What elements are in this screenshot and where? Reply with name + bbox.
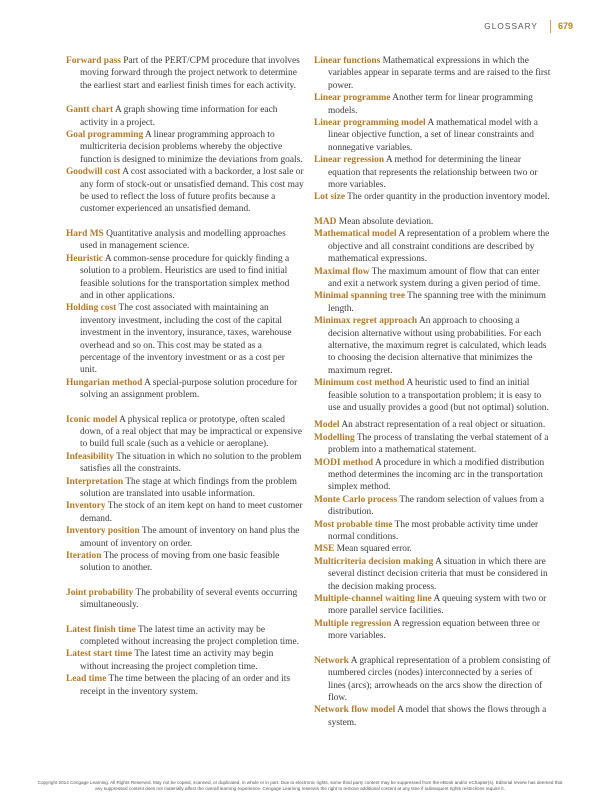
glossary-definition: A method for determining the linear equation that represents the relationship between two or more variables. xyxy=(328,155,538,191)
glossary-term: Lot size xyxy=(314,192,345,203)
glossary-term: Minimax regret approach xyxy=(314,316,418,327)
glossary-term: MAD xyxy=(314,216,337,227)
glossary-entry xyxy=(314,556,552,593)
glossary-term: Interpretation xyxy=(66,476,124,487)
glossary-entry xyxy=(314,457,552,494)
glossary-definition: A representation of a problem where the objective and all constraint conditions are described by mathematical expressions. xyxy=(328,229,550,265)
left-column xyxy=(66,55,304,698)
glossary-entry xyxy=(66,624,304,649)
glossary-entry xyxy=(66,525,304,550)
glossary-term: Linear programme xyxy=(314,93,391,104)
glossary-term: Model xyxy=(314,420,340,431)
glossary-entry xyxy=(314,154,552,191)
glossary-term: Latest start time xyxy=(66,649,133,660)
glossary-definition: An abstract representation of a real object or situation. xyxy=(341,420,546,431)
running-head: GLOSSARY xyxy=(484,22,538,31)
glossary-definition: The random selection of values from a distribution. xyxy=(328,494,545,518)
glossary-term: Inventory position xyxy=(66,526,140,537)
glossary-definition: A model that shows the flows through a system. xyxy=(328,705,547,728)
glossary-term: Forward pass xyxy=(66,56,121,66)
glossary-definition: A regression equation between three or more variables. xyxy=(328,618,540,642)
glossary-definition: A heuristic used to find an initial feasible solution to a transportation problem; it is easy to use and usually provides a good (but not optimal) solution. xyxy=(328,378,549,413)
glossary-entry xyxy=(314,419,552,431)
glossary-entry xyxy=(66,377,304,402)
glossary-entry xyxy=(314,92,552,117)
glossary-term: MODI method xyxy=(314,457,374,468)
glossary-definition: An approach to choosing a decision alternative without using probabilities. For each alternative, the maximum regret is calculated, which leads to choosing the decision alternative that minimizes the maximum regret. xyxy=(328,316,547,376)
glossary-definition: Mean absolute deviation. xyxy=(338,216,434,227)
glossary-definition: The latest time an activity may be completed without increasing the project completion time. xyxy=(80,624,299,648)
page-number: 679 xyxy=(558,21,574,31)
glossary-term: Modelling xyxy=(314,432,355,443)
glossary-entry xyxy=(66,476,304,501)
glossary-term: Maximal flow xyxy=(314,266,370,277)
glossary-term: Lead time xyxy=(66,674,107,685)
glossary-entry xyxy=(314,543,552,555)
glossary-term: Iconic model xyxy=(66,414,118,425)
glossary-entry xyxy=(314,519,552,544)
glossary-entry xyxy=(314,117,552,154)
glossary-definition: The process of moving from one basic feasible solution to another. xyxy=(80,551,280,574)
glossary-entry xyxy=(66,414,304,451)
glossary-definition: The process of translating the verbal statement of a problem into a mathematical statement. xyxy=(328,432,549,456)
glossary-term: Hungarian method xyxy=(66,377,143,388)
glossary-definition: The cost associated with maintaining an inventory investment, including the cost of the capital investment in the inventory, insurance, taxes, warehouse overhead and so on. This cost may be stated as a percentage of the inventory investment or as a cost per unit. xyxy=(80,303,292,376)
glossary-entry xyxy=(314,704,552,729)
glossary-definition: A graphical representation of a problem consisting of numbered circles (nodes) interconnected by a series of lines (arcs); arrowheads on the arcs show the direction of flow. xyxy=(328,655,551,703)
glossary-definition: A physical replica or prototype, often scaled down, of a real object that may be impractical or expensive to build full scale (such as a vehicle or aeroplane). xyxy=(80,414,303,450)
glossary-term: Linear programming model xyxy=(314,118,426,129)
glossary-definition: The amount of inventory on hand plus the amount of inventory on order. xyxy=(80,526,300,549)
glossary-definition: The stock of an item kept on hand to meet customer demand. xyxy=(80,501,303,524)
glossary-entry xyxy=(314,191,552,203)
glossary-entry xyxy=(314,618,552,643)
glossary-definition: The maximum amount of flow that can enter and exit a network system during a given period of time. xyxy=(328,266,541,289)
glossary-entry xyxy=(314,432,552,457)
glossary-term: Infeasibility xyxy=(66,451,114,462)
copyright-notice: Copyright 2014 Cengage Learning. All Rights Reserved. May not be copied, scanned, or duplicated, in whole or in part. Due to electronic rights, some third party content may be suppressed from the eBook and/or eChapter(s). Editorial review has deemed that any suppressed content does not materially affect the overall learning experience. Cengage Learning reserves the right to remove additional content at any time if subsequent rights restrictions require it. xyxy=(37,780,563,791)
glossary-term: Network flow model xyxy=(314,705,396,716)
glossary-definition: A graph showing time information for each activity in a project. xyxy=(80,105,278,128)
glossary-entry xyxy=(66,451,304,476)
glossary-entry xyxy=(66,129,304,166)
glossary-definition: The time between the placing of an order and its receipt in the inventory system. xyxy=(80,674,290,697)
page-header xyxy=(400,19,600,37)
glossary-entry xyxy=(314,216,552,228)
glossary-definition: Part of the PERT/CPM procedure that involves moving forward through the project network to determine the earliest start and earliest finish times for each activity. xyxy=(80,56,300,91)
glossary-entry xyxy=(66,253,304,303)
glossary-term: Minimum cost method xyxy=(314,378,405,389)
glossary-definition: A linear programming approach to multicriteria decision problems whereby the objective function is designed to minimize the deviations from goals. xyxy=(80,130,303,165)
glossary-entry xyxy=(66,228,304,253)
glossary-term: Minimal spanning tree xyxy=(314,291,405,302)
glossary-entry xyxy=(314,494,552,519)
glossary-definition: Mathematical expressions in which the variables appear in separate terms and are raised to the first power. xyxy=(328,56,551,91)
glossary-definition: The order quantity in the production inventory model. xyxy=(347,192,550,203)
glossary-definition: The probability of several events occurring simultaneously. xyxy=(80,587,298,611)
glossary-entry xyxy=(314,228,552,265)
glossary-entry xyxy=(314,655,552,705)
glossary-definition: A situation in which there are several distinct decision criteria that must be considered in the decision making process. xyxy=(328,556,548,592)
glossary-definition: The latest time an activity may begin without increasing the project completion time. xyxy=(80,649,274,672)
glossary-term: Multiple regression xyxy=(314,618,392,629)
glossary-term: Iteration xyxy=(66,551,102,562)
glossary-term: Network xyxy=(314,655,349,666)
glossary-term: Goodwill cost xyxy=(66,167,121,178)
glossary-entry xyxy=(66,104,304,129)
glossary-term: Multiple-channel waiting line xyxy=(314,594,432,605)
header-divider xyxy=(550,20,551,33)
glossary-definition: Another term for linear programming models. xyxy=(328,93,533,116)
glossary-entry xyxy=(66,55,304,92)
glossary-entry xyxy=(66,648,304,673)
glossary-term: Gantt chart xyxy=(66,105,114,116)
glossary-term: Monte Carlo process xyxy=(314,494,398,505)
glossary-term: Linear functions xyxy=(314,56,381,66)
glossary-term: MSE xyxy=(314,544,335,555)
glossary-entry xyxy=(314,593,552,618)
glossary-entry xyxy=(66,166,304,216)
glossary-entry xyxy=(314,266,552,291)
glossary-definition: A procedure in which a modified distribution method determines the incoming arc in the transportation simplex method. xyxy=(328,457,545,493)
glossary-term: Holding cost xyxy=(66,303,117,314)
glossary-term: Goal programming xyxy=(66,130,144,141)
glossary-definition: Quantitative analysis and modelling approaches used in management science. xyxy=(80,228,286,252)
glossary-entry xyxy=(66,500,304,525)
glossary-entry xyxy=(314,55,552,92)
glossary-entry xyxy=(66,302,304,376)
glossary-entry xyxy=(314,315,552,377)
glossary-entry xyxy=(314,290,552,315)
glossary-definition: The stage at which findings from the problem solution are translated into usable information. xyxy=(80,476,297,499)
right-column xyxy=(314,55,552,729)
glossary-definition: A special-purpose solution procedure for solving an assignment problem. xyxy=(80,377,298,401)
glossary-term: Linear regression xyxy=(314,155,385,166)
glossary-definition: The most probable activity time under normal conditions. xyxy=(328,519,539,543)
glossary-term: Latest finish time xyxy=(66,624,136,635)
glossary-entry xyxy=(66,673,304,698)
glossary-definition: A cost associated with a backorder, a lost sale or any form of stock-out or unsatisfied demand. This cost may be used to reflect the loss of future profits because a customer experienced an unsatisfied demand. xyxy=(80,167,304,215)
glossary-definition: The situation in which no solution to the problem satisfies all the constraints. xyxy=(80,451,302,475)
glossary-term: Joint probability xyxy=(66,587,134,598)
glossary-definition: A mathematical model with a linear objective function, a set of linear constraints and nonnegative variables. xyxy=(328,118,538,153)
glossary-definition: A common-sense procedure for quickly finding a solution to a problem. Heuristics are used to find initial feasible solutions for the transportation simplex method and in other applications. xyxy=(80,253,290,301)
glossary-entry xyxy=(66,550,304,575)
glossary-term: Mathematical model xyxy=(314,229,397,240)
glossary-term: Hard MS xyxy=(66,228,104,239)
glossary-definition: A queuing system with two or more parallel service facilities. xyxy=(328,594,547,617)
glossary-definition: The spanning tree with the minimum length. xyxy=(328,291,546,314)
glossary-entry xyxy=(314,377,552,414)
glossary-term: Most probable time xyxy=(314,519,393,530)
glossary-term: Multicriteria decision making xyxy=(314,556,434,567)
glossary-term: Inventory xyxy=(66,501,106,512)
glossary-entry xyxy=(66,587,304,612)
glossary-definition: Mean squared error. xyxy=(336,544,412,555)
glossary-term: Heuristic xyxy=(66,253,103,264)
